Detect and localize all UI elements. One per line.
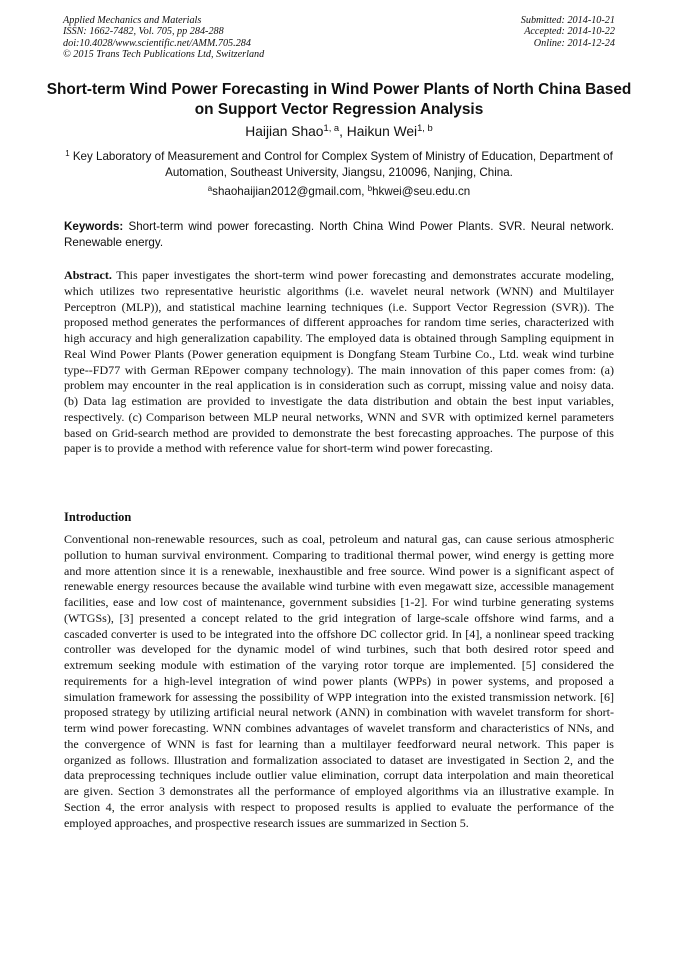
affiliation-superscript: 1 <box>65 149 70 159</box>
dates-info <box>521 15 615 49</box>
copyright-line: © 2015 Trans Tech Publications Ltd, Switzerland <box>63 49 265 61</box>
accepted-date: Accepted: 2014-10-22 <box>524 26 615 38</box>
submitted-date: Submitted: 2014-10-21 <box>520 15 615 26</box>
email-superscript: a <box>207 184 213 194</box>
author-name: Haijian Shao <box>245 124 324 139</box>
author-superscript: 1, b <box>417 123 433 134</box>
abstract-label: Abstract. <box>64 268 112 282</box>
email-line: $^a$shaohaijian2012@gmail.com, $^b$hkwei@seu.edu.cn <box>207 184 471 198</box>
affiliation <box>55 149 623 181</box>
author-name: Haikun Wei <box>346 124 418 139</box>
online-date: Online: 2014-12-24 <box>533 37 615 49</box>
doi-line: doi:10.4028/www.scientific.net/AMM.705.284 <box>63 37 251 49</box>
paper-title: Short-term Wind Power Forecasting in Wind Power Plants of North China Based on Support Vector Regression Analysis <box>46 81 632 118</box>
affiliation-text: Key Laboratory of Measurement and Control for Complex System of Ministry of Education, Department of Automation, Southeast University, Jiangsu, 210096, Nanjing, China. <box>72 150 613 179</box>
introduction-heading: Introduction <box>64 510 132 524</box>
keywords-text: Short-term wind power forecasting. North China Wind Power Plants. SVR. Neural network. Renewable energy. <box>64 220 614 249</box>
abstract-block <box>64 268 614 457</box>
keywords-label: Keywords: <box>64 220 124 233</box>
author-line: Haijian Shao$^{1, a}$, Haikun Wei$^{1, b}$ <box>245 123 433 139</box>
introduction-text: Conventional non-renewable resources, such as coal, petroleum and natural gas, can cause serious atmospheric pollution to human survival environment. Comparing to traditional thermal power, wind energy is getting more and more attention since it is a renewable, inexhaustible and free source. Wind power is a significant aspect of renewable energy resources because the available wind turbine with even megawatt size, accessible management facilities, ease and low cost of maintenance, government subsidies [1-2]. For wind turbine generating systems (WTGSs), [3] presented a concept related to the grid integration of large-scale offshore wind farms, and a cascaded converter is used to be integrated into the offshore DC collector grid. In [4], a nonlinear speed tracking controller was developed for the dynamic model of wind turbines, such that both desired rotor speed and extremum seeking module with estimation of the varying rotor torque are implemented. [5] considered the requirements for a high-level integration of wind power plants (WPPs) in power systems, and proposed a simulation framework for assessing the possibility of WPP integration into the existed transmission network. [6] proposed strategy by utilizing artificial neural network (ANN) in combination with wavelet transform for short-term wind power forecasting. WNN combines advantages of wavelet transform and characteristics of NNs, and the convergence of WNN is fast for learning than a multilayer feedforward neural network. This paper is organized as follows. Illustration and formalization associated to dataset are investigated in Section 2, and the data preprocessing techniques include outlier value elimination, corrupt data interpolation and main theoretical are given. Section 3 demonstrates all the performance of employed algorithms via an illustrative example. In Section 4, the error analysis with respect to proposed results is applied to evaluate the performance of the employed approaches, and prospective research issues are summarized in Section 5. <box>64 532 614 830</box>
issn-line: ISSN: 1662-7482, Vol. 705, pp 284-288 <box>63 26 224 38</box>
abstract-text: This paper investigates the short-term wind power forecasting and demonstrates accurate modeling, which utilizes two representative heuristic algorithms (i.e. wavelet neural network (WNN) and Multilayer Perceptron (MLP)), and statistical machine learning techniques (i.e. Support Vector Regression (SVR)). The proposed method generates the performances of different approaches for random time series, characterized with high accuracy and high generalization capability. The employed data is obtained through Sampling equipment in Real Wind Power Plants (Power generation equipment is Dongfang Steam Turbine Co., Ltd. weak wind turbine type--FD77 with German REpower company technology). The main innovation of this paper comes from: (a) problem may encounter in the real application is in consideration such as corrupt, missing value and noisy data. (b) Data lag estimation are provided to investigate the data distribution and obtain the best input variables, respectively. (c) Comparison between MLP neural networks, WNN and SVR with optimized kernel parameters based on Grid-search method are provided to demonstrate the best forecasting approaches. The purpose of this paper is to provide a method with reference value for short-term wind power forecasting. <box>64 268 614 456</box>
journal-name: Applied Mechanics and Materials <box>63 15 202 26</box>
keywords-block <box>64 219 614 251</box>
email-address: shaohaijian2012@gmail.com <box>212 185 362 198</box>
email-superscript: b <box>367 184 373 194</box>
author-superscript: 1, a <box>323 123 340 134</box>
email-address: hkwei@seu.edu.cn <box>372 185 471 198</box>
journal-info <box>63 15 264 61</box>
